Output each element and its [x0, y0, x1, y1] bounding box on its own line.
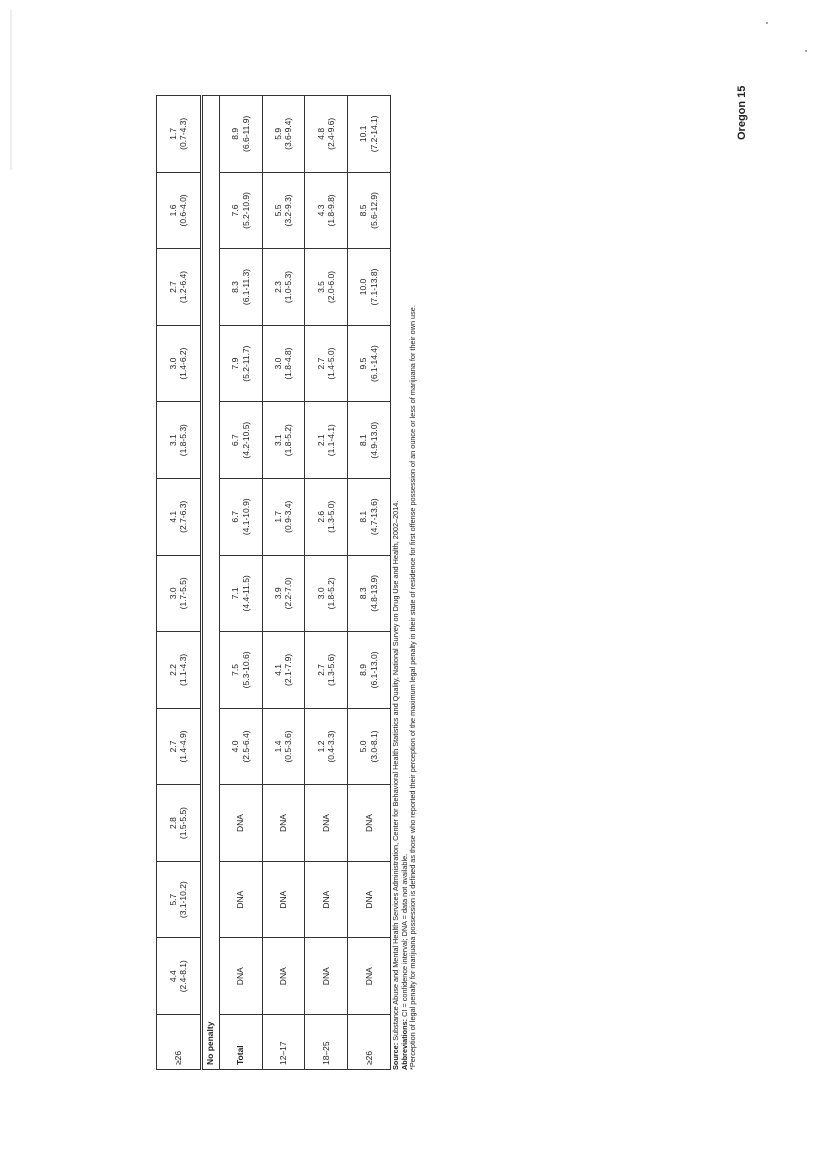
cell-ci: (4.1-10.9)	[240, 498, 251, 536]
table-row	[157, 96, 202, 1070]
table-cell	[262, 708, 305, 785]
footnote: *Perception of legal penalty for marijuana possession is defined as those who reported their perception of the maximum legal penalty in their state of residence for first offense possession of an ounce or less of marijuana for their own use.	[408, 305, 418, 1070]
table-cell	[348, 938, 391, 1015]
cell-value: DNA	[320, 967, 331, 986]
cell-ci: (2.1-7.9)	[283, 653, 294, 686]
cell-value: 7.5	[230, 663, 241, 676]
table-cell	[219, 708, 262, 785]
table-cell	[305, 938, 348, 1015]
table-row	[305, 96, 348, 1070]
cell-value: 1.7	[272, 510, 283, 523]
cell-value: 2.7	[167, 740, 178, 753]
cell-value: 4.1	[167, 510, 178, 523]
table-cell	[305, 172, 348, 249]
cell-ci: (1.0-5.3)	[283, 270, 294, 304]
table-cell	[262, 478, 305, 555]
table-cell	[305, 478, 348, 555]
cell-ci: (0.7-4.3)	[178, 117, 189, 150]
cell-ci: (6.6-11.9)	[240, 115, 251, 152]
table-cell	[262, 249, 305, 326]
cell-value: 4.4	[167, 970, 178, 983]
table-cell	[219, 96, 262, 173]
row-label: ≥26	[348, 1015, 391, 1070]
cell-ci: (2.2-7.0)	[283, 577, 294, 610]
cell-value: 3.0	[315, 587, 326, 600]
table-cell	[157, 708, 202, 785]
page-footer: Oregon 15	[736, 85, 748, 140]
section-title: No penalty	[201, 96, 219, 1070]
cell-value: 3.1	[167, 434, 178, 447]
data-table	[156, 95, 391, 1070]
table-cell	[157, 938, 202, 1015]
cell-value: DNA	[235, 967, 246, 986]
cell-ci: (2.4-8.1)	[178, 960, 189, 993]
table-cell	[219, 938, 262, 1015]
cell-ci: (5.2-11.7)	[240, 345, 251, 382]
table-cell	[157, 861, 202, 938]
table-cell	[348, 861, 391, 938]
cell-value: 2.7	[315, 357, 326, 370]
cell-ci: (7.2-14.1)	[369, 115, 380, 153]
cell-value: 5.0	[358, 740, 369, 753]
row-label: 12–17	[262, 1015, 305, 1070]
table-cell	[262, 632, 305, 709]
cell-value: DNA	[320, 814, 331, 833]
cell-value: 3.0	[167, 357, 178, 370]
table-cell	[348, 785, 391, 862]
cell-ci: (7.1-13.8)	[369, 268, 380, 306]
cell-value: DNA	[235, 814, 246, 833]
cell-value: 10.0	[358, 278, 369, 296]
table-cell	[262, 938, 305, 1015]
table-cell	[348, 325, 391, 402]
cell-value: 8.9	[358, 663, 369, 676]
cell-value: 4.1	[272, 663, 283, 676]
table-cell	[219, 555, 262, 632]
table-notes	[392, 95, 418, 1070]
cell-value: 8.3	[230, 281, 241, 293]
table-cell	[157, 172, 202, 249]
cell-ci: (1.4-5.0)	[326, 347, 337, 380]
table-cell	[219, 478, 262, 555]
cell-value: DNA	[278, 890, 289, 909]
cell-ci: (6.1-13.0)	[369, 651, 380, 689]
table-cell	[219, 785, 262, 862]
table-row	[262, 96, 305, 1070]
cell-ci: (4.9-13.0)	[369, 421, 380, 459]
cell-value: 3.1	[272, 434, 283, 447]
table-cell	[305, 402, 348, 479]
table-row	[219, 96, 262, 1070]
row-label: Total	[219, 1015, 262, 1070]
cell-value: 6.7	[230, 434, 241, 447]
cell-ci: (1.8-5.2)	[283, 424, 294, 457]
table-cell	[348, 402, 391, 479]
cell-ci: (1.3-5.0)	[326, 500, 337, 533]
cell-value: 3.0	[167, 587, 178, 600]
cell-ci: (2.4-9.6)	[326, 117, 337, 150]
table-cell	[262, 96, 305, 173]
cell-ci: (1.5-5.5)	[178, 807, 189, 840]
cell-value: 7.6	[230, 204, 241, 217]
table-cell	[262, 402, 305, 479]
cell-value: 4.3	[315, 204, 326, 217]
table-cell	[262, 325, 305, 402]
scan-edge-shadow	[10, 10, 12, 170]
table-cell	[219, 172, 262, 249]
cell-ci: (1.1-4.1)	[326, 424, 337, 457]
table-cell	[157, 478, 202, 555]
cell-ci: (2.0-6.0)	[326, 270, 337, 304]
cell-value: 2.3	[272, 281, 283, 293]
cell-value: 1.7	[167, 127, 178, 140]
cell-ci: (1.8-4.8)	[283, 347, 294, 380]
cell-value: 2.1	[315, 434, 326, 447]
cell-value: DNA	[235, 890, 246, 909]
row-label: ≥26	[157, 1015, 202, 1070]
table-cell	[219, 861, 262, 938]
cell-value: 8.1	[358, 510, 369, 523]
cell-ci: (0.4-3.3)	[326, 730, 337, 763]
section-header-row	[201, 96, 219, 1070]
cell-value: 8.5	[358, 204, 369, 217]
cell-value: 1.6	[167, 204, 178, 217]
cell-value: 2.2	[167, 663, 178, 676]
cell-value: 2.7	[167, 281, 178, 293]
table-cell	[348, 632, 391, 709]
table-cell	[305, 555, 348, 632]
table-cell	[305, 325, 348, 402]
table-cell	[348, 96, 391, 173]
table-cell	[157, 96, 202, 173]
cell-ci: (3.2-9.3)	[283, 194, 294, 227]
cell-ci: (1.2-6.4)	[178, 270, 189, 304]
table-cell	[305, 785, 348, 862]
table-cell	[348, 555, 391, 632]
cell-value: 2.6	[315, 510, 326, 523]
table-cell	[157, 249, 202, 326]
cell-ci: (0.6-4.0)	[178, 194, 189, 227]
cell-ci: (1.8-5.2)	[326, 577, 337, 610]
table-cell	[157, 632, 202, 709]
cell-value: 10.1	[358, 125, 369, 143]
cell-value: DNA	[320, 890, 331, 909]
table-cell	[262, 172, 305, 249]
table-cell	[348, 708, 391, 785]
cell-value: 4.8	[315, 127, 326, 140]
cell-ci: (4.8-13.9)	[369, 574, 380, 612]
cell-value: 8.3	[358, 587, 369, 600]
cell-ci: (3.0-8.1)	[369, 730, 380, 763]
table-cell	[219, 249, 262, 326]
cell-value: 1.2	[315, 740, 326, 753]
table-cell	[157, 325, 202, 402]
cell-value: 4.0	[230, 740, 241, 753]
table-cell	[305, 632, 348, 709]
cell-value: 8.9	[230, 127, 241, 140]
table-cell	[157, 555, 202, 632]
cell-value: 2.7	[315, 663, 326, 676]
cell-ci: (6.1-11.3)	[240, 268, 251, 306]
cell-value: 9.5	[358, 357, 369, 370]
abbreviations-note: Abbreviations: CI = confidence interval; DNA = data not available.	[399, 853, 409, 1070]
cell-ci: (1.4-4.9)	[178, 730, 189, 763]
table-cell	[219, 402, 262, 479]
table-cell	[305, 708, 348, 785]
cell-ci: (2.7-6.3)	[178, 500, 189, 533]
table-cell	[262, 861, 305, 938]
cell-ci: (1.7-5.5)	[178, 577, 189, 610]
table-row	[348, 96, 391, 1070]
cell-ci: (6.1-14.4)	[369, 345, 380, 383]
cell-ci: (0.5-3.6)	[283, 730, 294, 763]
cell-value: DNA	[363, 814, 374, 833]
source-note: Source: Substance Abuse and Mental Health Services Administration, Center for Behavioral Health Statistics and Quality, National Survey on Drug Use and Health, 2002–2014.	[391, 500, 400, 1070]
cell-value: 1.4	[272, 740, 283, 753]
cell-ci: (1.3-5.6)	[326, 653, 337, 686]
table-cell	[305, 861, 348, 938]
cell-ci: (5.2-10.9)	[240, 192, 251, 229]
table-cell	[348, 172, 391, 249]
table-cell	[157, 785, 202, 862]
cell-ci: (4.2-10.5)	[240, 421, 251, 459]
rotated-table-block	[156, 95, 418, 1070]
cell-value: 6.7	[230, 510, 241, 523]
cell-value: DNA	[278, 967, 289, 986]
table-cell	[219, 632, 262, 709]
table-cell	[262, 785, 305, 862]
cell-ci: (5.3-10.6)	[240, 651, 251, 689]
cell-ci: (1.1-4.3)	[178, 653, 189, 686]
cell-ci: (3.6-9.4)	[283, 117, 294, 150]
cell-value: 3.5	[315, 281, 326, 293]
cell-value: 3.0	[272, 357, 283, 370]
cell-ci: (1.8-9.8)	[326, 194, 337, 227]
table-cell	[219, 325, 262, 402]
cell-value: 3.9	[272, 587, 283, 600]
table-cell	[348, 249, 391, 326]
row-label: 18–25	[305, 1015, 348, 1070]
table-cell	[305, 249, 348, 326]
cell-ci: (3.1-10.2)	[178, 881, 189, 919]
cell-ci: (1.4-6.2)	[178, 347, 189, 380]
table-cell	[348, 478, 391, 555]
table-cell	[262, 555, 305, 632]
cell-value: 2.8	[167, 817, 178, 829]
cell-value: DNA	[363, 967, 374, 986]
cell-value: 7.1	[230, 587, 241, 600]
cell-value: 5.5	[272, 204, 283, 217]
cell-value: DNA	[278, 814, 289, 833]
table-cell	[157, 402, 202, 479]
scan-speck	[805, 50, 807, 52]
cell-value: DNA	[363, 890, 374, 909]
cell-ci: (1.8-5.3)	[178, 424, 189, 457]
cell-ci: (4.4-11.5)	[240, 575, 251, 612]
cell-value: 5.7	[167, 893, 178, 906]
cell-value: 7.9	[230, 357, 241, 370]
cell-ci: (4.7-13.6)	[369, 498, 380, 536]
cell-value: 8.1	[358, 434, 369, 447]
scan-speck	[766, 22, 768, 24]
cell-ci: (5.6-12.9)	[369, 192, 380, 229]
cell-ci: (2.5-6.4)	[240, 730, 251, 763]
cell-ci: (0.9-3.4)	[283, 500, 294, 533]
cell-value: 5.9	[272, 127, 283, 140]
table-cell	[305, 96, 348, 173]
